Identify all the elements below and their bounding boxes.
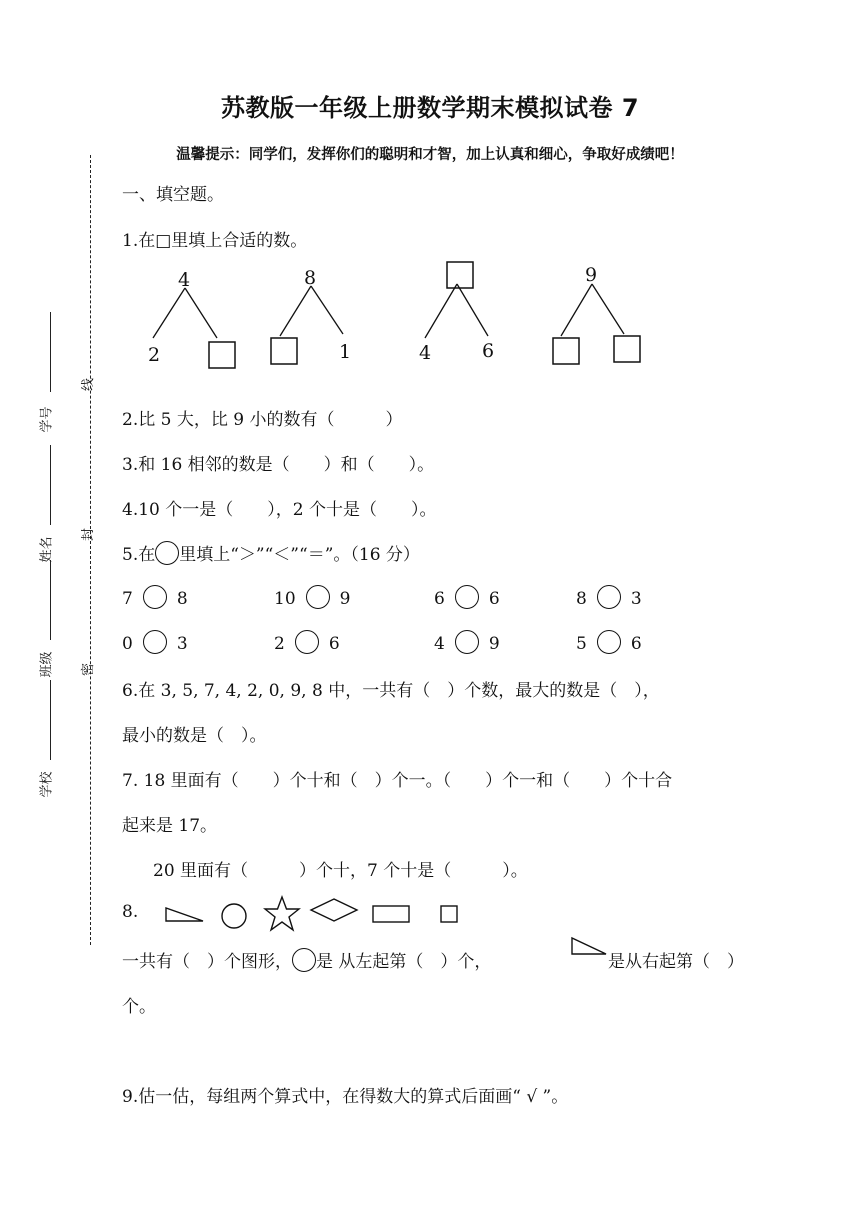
comparison-left-number: 2 — [274, 634, 285, 654]
q4-text: 4.10 个一是（ ），2 个十是（ ）。 — [122, 500, 437, 520]
comparison-left-number: 7 — [122, 589, 133, 609]
seal-line-char: 线 — [81, 377, 97, 392]
tree2-right: 1 — [339, 341, 352, 363]
school-label: 学校 — [39, 771, 55, 798]
q6-line1: 6.在 3, 5, 7, 4, 2, 0, 9, 8 中，一共有（ ）个数，最大的数是（ ）， — [122, 681, 660, 701]
comparison-circle[interactable] — [306, 585, 330, 609]
q5-prefix: 5.在 — [122, 545, 156, 565]
number-tree-1 — [148, 269, 235, 368]
q5-text — [122, 540, 420, 565]
circle-icon — [155, 541, 179, 565]
q7-line3: 20 里面有（ ）个十，7 个十是（ ）。 — [153, 861, 528, 881]
comparison-right-number: 6 — [630, 634, 642, 654]
comparison-circle[interactable] — [295, 630, 319, 654]
comparison-item — [576, 630, 642, 654]
q8-line3: 个。 — [122, 997, 156, 1017]
q8-part1: 一共有（ ）个图形， — [122, 952, 292, 972]
q2-text: 2.比 5 大，比 9 小的数有（ ） — [122, 410, 403, 430]
name-label: 姓名 — [39, 536, 55, 563]
q6-line2: 最小的数是（ ）。 — [122, 726, 267, 746]
triangle-icon — [166, 908, 203, 921]
school-underline — [50, 680, 51, 760]
comparison-right-number: 3 — [176, 634, 188, 654]
comparison-circle[interactable] — [597, 630, 621, 654]
answer-box — [553, 338, 579, 364]
q1-text: 1.在□里填上合适的数。 — [122, 231, 308, 251]
comparison-circle[interactable] — [143, 630, 167, 654]
comparison-item — [274, 585, 350, 609]
comparison-left-number: 4 — [434, 634, 445, 654]
tree4-top: 9 — [585, 264, 598, 286]
tree3-left: 4 — [419, 342, 432, 364]
number-tree-4 — [553, 264, 640, 364]
comparison-left-number: 10 — [274, 589, 296, 609]
answer-box — [614, 336, 640, 362]
comparison-item — [434, 585, 500, 609]
tree1-left: 2 — [148, 344, 161, 366]
star-icon — [265, 897, 299, 930]
q8-label: 8. — [122, 902, 139, 922]
comparison-left-number: 0 — [122, 634, 133, 654]
triangle-icon — [570, 938, 610, 958]
tree3-right: 6 — [482, 340, 495, 362]
seal-seal-char: 封 — [81, 527, 97, 542]
comparison-item — [576, 585, 642, 609]
comparison-circle[interactable] — [143, 585, 167, 609]
q3-text: 3.和 16 相邻的数是（ ）和（ ）。 — [122, 455, 435, 475]
comparison-right-number: 8 — [176, 589, 188, 609]
comparison-left-number: 6 — [434, 589, 445, 609]
number-trees — [0, 258, 860, 378]
comparison-left-number: 5 — [576, 634, 587, 654]
q7-line2: 起来是 17。 — [122, 816, 218, 836]
answer-box — [271, 338, 297, 364]
exam-tip: 温馨提示：同学们，发挥你们的聪明和才智，加上认真和细心，争取好成绩吧！ — [176, 147, 684, 163]
comparison-circle[interactable] — [597, 585, 621, 609]
comparison-item — [274, 630, 340, 654]
answer-box — [209, 342, 235, 368]
comparison-right-number: 6 — [488, 589, 500, 609]
tree2-top: 8 — [304, 267, 317, 289]
q8-part2: 是 从左起第（ ）个， — [316, 952, 492, 972]
circle-icon — [222, 904, 246, 928]
number-tree-2 — [271, 267, 351, 364]
square-icon — [441, 906, 457, 922]
comparison-right-number: 9 — [339, 589, 351, 609]
diamond-icon — [311, 899, 357, 921]
q8-part3: 是从右起第（ ） — [608, 952, 744, 972]
comparison-item — [122, 630, 188, 654]
comparison-right-number: 6 — [328, 634, 340, 654]
name-underline — [50, 445, 51, 525]
class-underline — [50, 560, 51, 640]
student-id-label: 学号 — [39, 406, 55, 433]
circle-icon — [292, 948, 316, 972]
comparison-right-number: 3 — [630, 589, 642, 609]
comparison-circle[interactable] — [455, 630, 479, 654]
q8-shapes — [0, 895, 860, 935]
class-label: 班级 — [39, 651, 55, 678]
comparison-right-number: 9 — [488, 634, 500, 654]
comparison-circle[interactable] — [455, 585, 479, 609]
q8-line2 — [122, 947, 491, 972]
number-tree-3 — [419, 262, 494, 364]
q5-suffix: 里填上“＞”“＜”“＝”。（16 分） — [179, 545, 420, 565]
section-heading: 一、填空题。 — [122, 185, 224, 205]
rectangle-icon — [373, 906, 409, 922]
q7-line1: 7. 18 里面有（ ）个十和（ ）个一。（ ）个一和（ ）个十合 — [122, 771, 673, 791]
comparison-item — [434, 630, 500, 654]
comparison-left-number: 8 — [576, 589, 587, 609]
tree1-top: 4 — [178, 269, 191, 291]
seal-secret-char: 密 — [81, 662, 97, 677]
answer-box — [447, 262, 473, 288]
q9-text: 9.估一估，每组两个算式中，在得数大的算式后面画“ √ ”。 — [122, 1087, 569, 1107]
page-title: 苏教版一年级上册数学期末模拟试卷 7 — [220, 94, 640, 122]
comparison-item — [122, 585, 188, 609]
